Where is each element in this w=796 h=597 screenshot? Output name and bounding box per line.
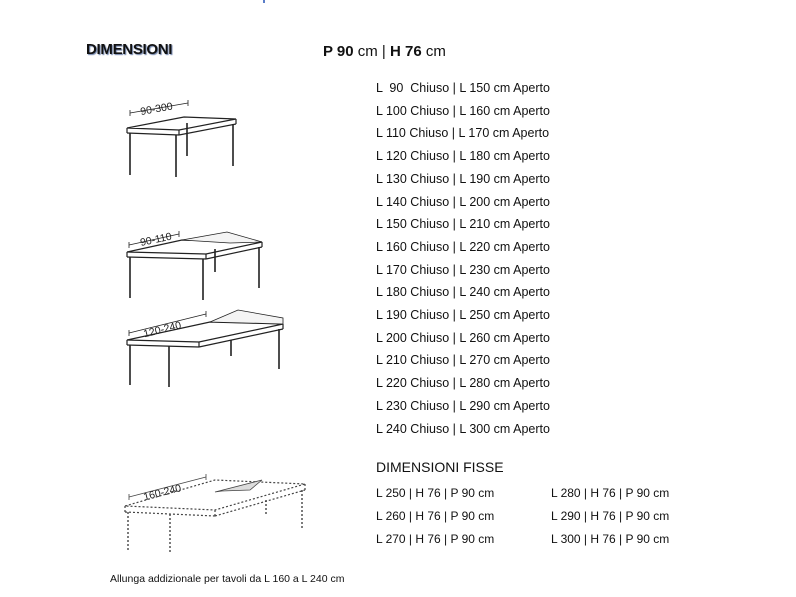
- depth-unit: cm: [353, 43, 378, 60]
- fixed-dimensions-title: DIMENSIONI FISSE: [376, 459, 504, 475]
- height-value: H 76: [390, 43, 422, 60]
- table1-size-label: 90-300: [139, 100, 174, 119]
- size-row: L 90 Chiuso | L 150 cm Aperto: [376, 81, 550, 95]
- footnote: Allunga addizionale per tavoli da L 160 a L 240 cm: [110, 573, 345, 585]
- size-row: L 140 Chiuso | L 200 cm Aperto: [376, 194, 550, 209]
- size-row: L 190 Chiuso | L 250 cm Aperto: [376, 308, 550, 322]
- size-row: L 230 Chiuso | L 290 cm Aperto: [376, 398, 550, 413]
- fixed-size-item: L 260 | H 76 | P 90 cm: [376, 509, 495, 523]
- height-unit: cm: [421, 43, 446, 60]
- size-row: L 210 Chiuso | L 270 cm Aperto: [376, 353, 550, 368]
- fixed-size-item: L 270 | H 76 | P 90 cm: [376, 532, 495, 546]
- size-row: L 150 Chiuso | L 210 cm Aperto: [376, 217, 550, 232]
- size-row: L 120 Chiuso | L 180 cm Aperto: [376, 149, 550, 164]
- size-row: L 100 Chiuso | L 160 cm Aperto: [376, 103, 550, 118]
- size-row: L 170 Chiuso | L 230 cm Aperto: [376, 262, 550, 277]
- fixed-size-item: L 290 | H 76 | P 90 cm: [551, 509, 670, 523]
- fixed-size-item: L 280 | H 76 | P 90 cm: [551, 486, 670, 500]
- size-row: L 180 Chiuso | L 240 cm Aperto: [376, 285, 550, 300]
- size-row: L 240 Chiuso | L 300 cm Aperto: [376, 421, 550, 436]
- spec-separator: |: [377, 43, 390, 60]
- table2-size-label: 90-110: [139, 230, 173, 249]
- size-row: L 160 Chiuso | L 220 cm Aperto: [376, 239, 550, 254]
- table-diagram-4: [125, 474, 305, 553]
- table4-size-label: 160-240: [142, 482, 183, 504]
- page-title: DIMENSIONI: [86, 41, 173, 58]
- table-diagram-1: [127, 100, 236, 177]
- size-row: L 200 Chiuso | L 260 cm Aperto: [376, 330, 550, 345]
- table3-size-label: 120-240: [142, 319, 183, 341]
- table-diagrams: [0, 0, 380, 597]
- fixed-size-item: L 250 | H 76 | P 90 cm: [376, 486, 495, 500]
- fixed-size-item: L 300 | H 76 | P 90 cm: [551, 532, 670, 546]
- size-row: L 110 Chiuso | L 170 cm Aperto: [376, 126, 550, 141]
- table-diagram-3: [127, 310, 283, 387]
- table-diagram-2: [127, 231, 262, 300]
- size-row: L 220 Chiuso | L 280 cm Aperto: [376, 376, 550, 391]
- depth-value: P 90: [323, 43, 354, 60]
- size-row: L 130 Chiuso | L 190 cm Aperto: [376, 171, 550, 186]
